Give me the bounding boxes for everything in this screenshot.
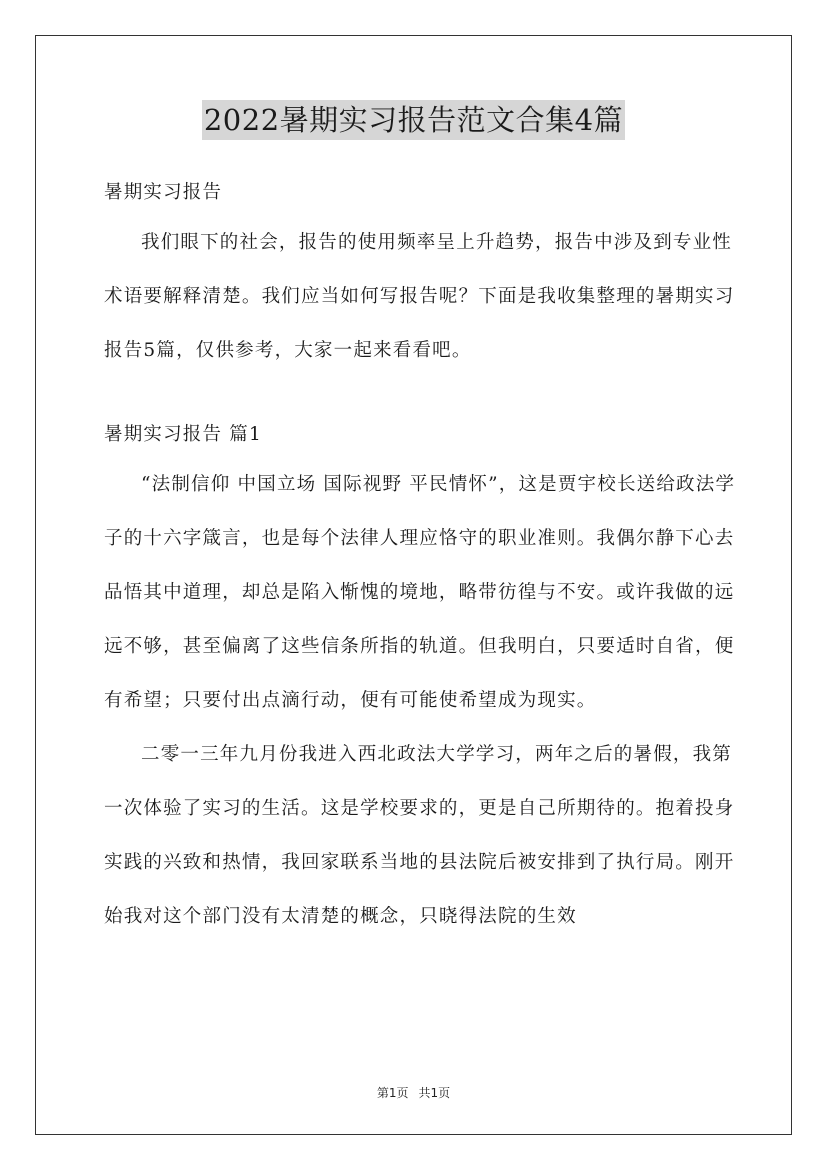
section-heading: 暑期实习报告 篇1 [104, 424, 262, 445]
document-title-wrapper [0, 100, 827, 140]
page-total: 共1页 [418, 1086, 451, 1100]
intro-heading: 暑期实习报告 [104, 182, 223, 203]
intro-paragraph: 我们眼下的社会，报告的使用频率呈上升趋势，报告中涉及到专业性术语要解释清楚。我们应当如何写报告呢？下面是我收集整理的暑期实习报告5篇，仅供参考，大家一起来看看吧。 [104, 232, 735, 361]
document-title: 2022暑期实习报告范文合集4篇 [202, 100, 625, 140]
body-paragraph-2: 二零一三年九月份我进入西北政法大学学习，两年之后的暑假，我第一次体验了实习的生活。这是学校要求的，更是自己所期待的。抱着投身实践的兴致和热情，我回家联系当地的县法院后被安排到了执行局。刚开始我对这个部门没有太清楚的概念，只晓得法院的生效 [104, 744, 735, 927]
page-footer [0, 1084, 827, 1101]
body-paragraph-1: “法制信仰 中国立场 国际视野 平民情怀”，这是贾宇校长送给政法学子的十六字箴言，也是每个法律人理应恪守的职业准则。我偶尔静下心去品悟其中道理，却总是陷入惭愧的境地，略带彷徨与不安。或许我做的远远不够，甚至偏离了这些信条所指的轨道。但我明白，只要适时自省，便有希望；只要付出点滴行动，便有可能使希望成为现实。 [104, 474, 736, 711]
section-spacer [104, 378, 744, 412]
document-body [104, 170, 744, 944]
page-number: 第1页 [376, 1086, 409, 1100]
